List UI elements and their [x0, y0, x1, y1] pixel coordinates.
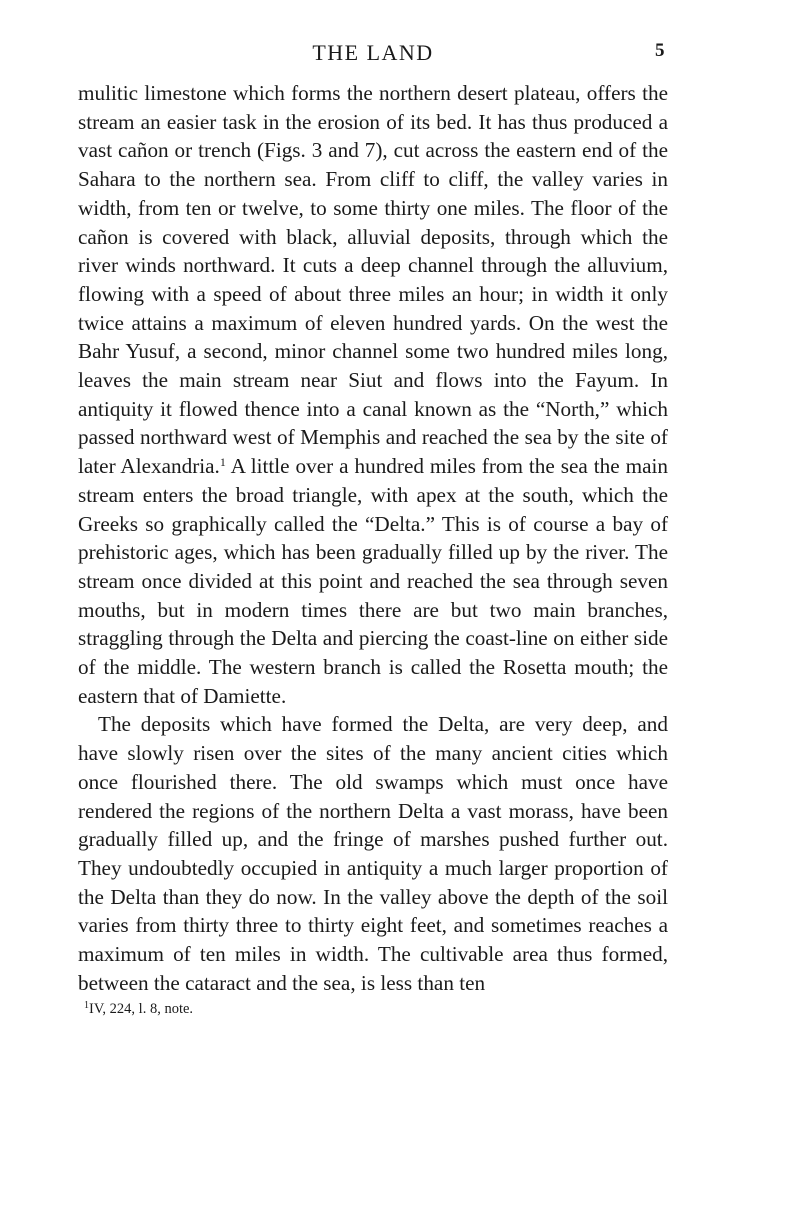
page-number: 5	[655, 40, 666, 61]
paragraph	[78, 79, 668, 710]
footnote	[78, 1000, 668, 1018]
running-head	[78, 40, 668, 74]
running-title: THE LAND	[312, 40, 434, 65]
paragraph-text: mulitic limestone which forms the northern desert plateau, offers the stream an easier task in the erosion of its bed. It has thus produced a vast cañon or trench (Figs. 3 and 7), cut across the eastern end of the Sahara to the northern sea. From cliff to cliff, the valley varies in width, from ten or twelve, to some thirty one miles. The floor of the cañon is covered with black, alluvial deposits, through which the river winds northward. It cuts a deep channel through the alluvium, flowing with a speed of about three miles an hour; in width it only twice attains a maximum of eleven hundred yards. On the west the Bahr Yusuf, a second, minor channel some two hundred miles long, leaves the main stream near Siut and flows into the Fayum. In antiquity it flowed thence into a canal known as the “North,” which passed northward west of Memphis and reached the sea by the site of later Alexandria.	[78, 81, 668, 479]
body-text	[78, 79, 668, 998]
footnote-text: IV, 224, l. 8, note.	[89, 1000, 194, 1017]
page	[78, 40, 668, 1018]
paragraph-text-continued: A little over a hundred miles from the sea the main stream enters the broad triangle, with apex at the south, which the Greeks so graphically called the “Delta.” This is of course a bay of prehistoric ages, which has been gradually filled up by the river. The stream once divided at this point and reached the sea through seven mouths, but in modern times there are but two main branches, straggling through the Delta and piercing the coast-line on either side of the middle. The western branch is called the Rosetta mouth; the eastern that of Damiette.	[78, 454, 668, 708]
paragraph	[78, 710, 668, 997]
footnote-marker: 1	[84, 999, 89, 1011]
paragraph-text: The deposits which have formed the Delta, are very deep, and have slowly risen over the sites of the many ancient cities which once flourished there. The old swamps which must once have rendered the regions of the northern Delta a vast morass, have been gradually filled up, and the fringe of marshes pushed further out. They undoubtedly occupied in antiquity a much larger proportion of the Delta than they do now. In the valley above the depth of the soil varies from thirty three to thirty eight feet, and sometimes reaches a maximum of ten miles in width. The cultivable area thus formed, between the cataract and the sea, is less than ten	[78, 712, 668, 995]
footnote-reference: 1	[219, 455, 226, 470]
